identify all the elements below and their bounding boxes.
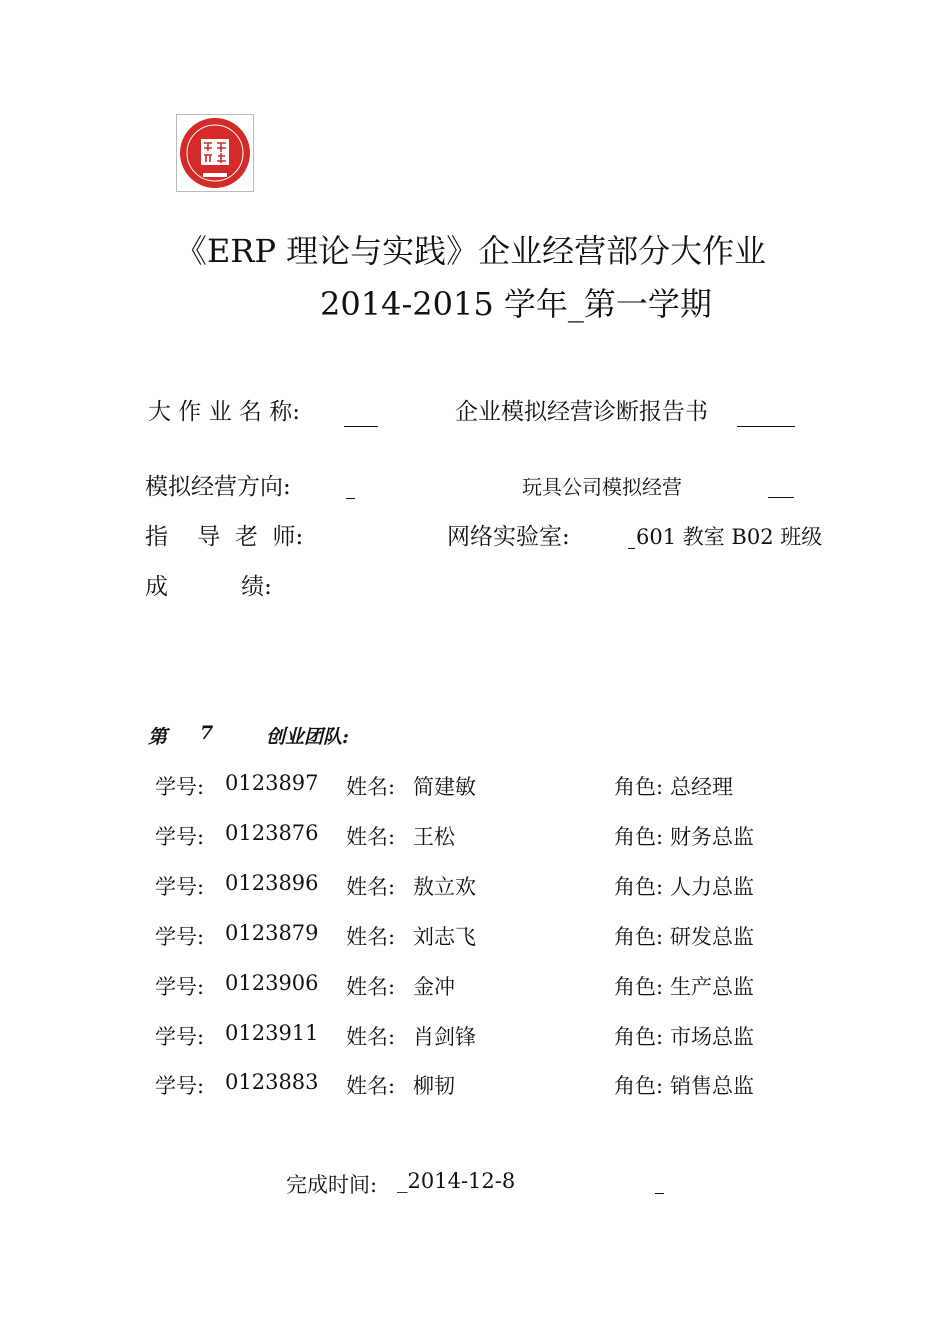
underline [737, 426, 795, 427]
direction-label: 模拟经营方向: [145, 474, 291, 500]
team-number: 7 [200, 722, 214, 744]
member-name: 敖立欢 [413, 875, 476, 899]
member-name: 简建敏 [413, 775, 476, 799]
assignment-name-label: 大 作 业 名 称: [148, 399, 300, 425]
member-id: 0123896 [225, 871, 319, 895]
underline [344, 426, 378, 427]
teacher-label: 指 导 老 师: [145, 524, 304, 550]
team-heading-prefix: 第 [148, 726, 168, 748]
underline [655, 1193, 664, 1194]
member-name: 柳韧 [413, 1074, 455, 1098]
member-role: 市场总监 [670, 1025, 754, 1049]
document-title: 《ERP 理论与实践》企业经营部分大作业 [175, 232, 767, 270]
assignment-name-value: 企业模拟经营诊断报告书 [455, 399, 708, 425]
member-role-label: 角色: [614, 1025, 664, 1049]
member-name-label: 姓名: [346, 1025, 396, 1049]
member-role: 销售总监 [670, 1074, 754, 1098]
member-name-label: 姓名: [346, 1074, 396, 1098]
member-role-label: 角色: [614, 825, 664, 849]
member-name-label: 姓名: [346, 775, 396, 799]
member-role: 财务总监 [670, 825, 754, 849]
member-name: 王松 [413, 825, 455, 849]
completion-date: _2014-12-8 [397, 1169, 516, 1193]
member-id-label: 学号: [155, 1074, 205, 1098]
lab-label: 网络实验室: [447, 524, 570, 550]
lab-value: 601 教室 B02 班级 [636, 525, 823, 549]
member-name-label: 姓名: [346, 975, 396, 999]
member-role-label: 角色: [614, 1074, 664, 1098]
member-name: 肖剑锋 [413, 1025, 476, 1049]
member-role-label: 角色: [614, 925, 664, 949]
member-id: 0123876 [225, 821, 319, 845]
underline [628, 548, 635, 549]
member-id-label: 学号: [155, 925, 205, 949]
member-name: 金冲 [413, 975, 455, 999]
member-id-label: 学号: [155, 1025, 205, 1049]
member-id-label: 学号: [155, 775, 205, 799]
member-id-label: 学号: [155, 875, 205, 899]
member-role-label: 角色: [614, 775, 664, 799]
member-id-label: 学号: [155, 825, 205, 849]
member-id-label: 学号: [155, 975, 205, 999]
document-subtitle: 2014-2015 学年_第一学期 [320, 285, 712, 323]
member-role-label: 角色: [614, 975, 664, 999]
underline [346, 498, 355, 499]
member-role: 总经理 [670, 775, 733, 799]
underline [768, 497, 794, 498]
grade-label: 成 绩: [145, 574, 272, 600]
member-name-label: 姓名: [346, 875, 396, 899]
member-id: 0123906 [225, 971, 319, 995]
member-role-label: 角色: [614, 875, 664, 899]
member-role: 研发总监 [670, 925, 754, 949]
member-id: 0123883 [225, 1070, 319, 1094]
direction-value: 玩具公司模拟经营 [522, 475, 682, 499]
team-heading-suffix: 创业团队: [266, 726, 350, 748]
member-name-label: 姓名: [346, 925, 396, 949]
member-role: 生产总监 [670, 975, 754, 999]
member-name: 刘志飞 [413, 925, 476, 949]
member-name-label: 姓名: [346, 825, 396, 849]
member-role: 人力总监 [670, 875, 754, 899]
member-id: 0123879 [225, 921, 319, 945]
completion-label: 完成时间: [286, 1173, 378, 1197]
university-seal-icon [176, 114, 254, 192]
member-id: 0123897 [225, 771, 319, 795]
member-id: 0123911 [225, 1021, 319, 1045]
